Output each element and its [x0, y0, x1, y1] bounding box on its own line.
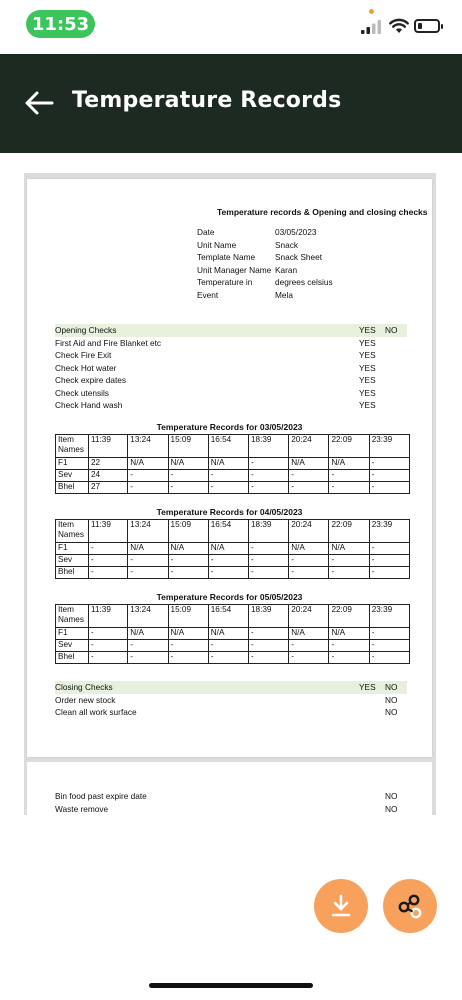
table-cell: - [208, 555, 248, 567]
check-value: YES [359, 387, 376, 398]
table-cell: - [289, 555, 329, 567]
table-cell: - [248, 652, 288, 664]
wifi-icon [389, 18, 409, 34]
check-yes: YES [359, 682, 376, 693]
table-row [56, 458, 410, 470]
table-cell: - [369, 555, 409, 567]
check-label: Closing Checks [55, 682, 113, 693]
table-cell: N/A [329, 628, 369, 640]
table-cell: N/A [329, 458, 369, 470]
table-cell: - [89, 555, 128, 567]
table-cell: - [208, 652, 248, 664]
table-row [56, 652, 410, 664]
table-cell: - [128, 555, 168, 567]
check-label: Order new stock [55, 694, 116, 705]
table-cell: 27 [89, 482, 128, 494]
meta-value: 03/05/2023 [275, 227, 317, 237]
table-header-row [56, 520, 410, 543]
share-button[interactable] [383, 879, 437, 933]
check-label: Clean all work surface [55, 707, 137, 718]
check-label: Check expire dates [55, 375, 127, 386]
table-cell: - [248, 555, 288, 567]
table-cell: - [168, 482, 208, 494]
meta-value: Snack [275, 239, 299, 250]
table-row [56, 482, 410, 494]
table-cell: N/A [289, 458, 329, 470]
home-indicator [149, 983, 313, 988]
table-header-cell: 16:54 [208, 435, 248, 458]
meta-row [197, 240, 397, 253]
table-cell: N/A [289, 543, 329, 555]
document-viewer[interactable] [0, 153, 462, 1000]
table-cell: N/A [128, 543, 168, 555]
table-cell: - [208, 567, 248, 579]
check-value: NO [385, 791, 398, 802]
table-header-cell: 11:39 [89, 605, 128, 628]
table-cell: - [248, 458, 288, 470]
check-label: Opening Checks [55, 325, 117, 336]
table-row [56, 628, 410, 640]
table-header-cell: Item Names [56, 435, 89, 458]
table-cell: - [128, 470, 168, 482]
temp-table [55, 604, 410, 664]
table-cell: - [208, 482, 248, 494]
temp-table-title: Temperature Records for 04/05/2023 [156, 507, 303, 517]
table-header-cell: 15:09 [168, 605, 208, 628]
table-cell: - [89, 567, 128, 579]
table-cell: 22 [89, 458, 128, 470]
table-header-cell: 23:39 [369, 435, 409, 458]
table-row [56, 555, 410, 567]
battery-icon [414, 19, 440, 33]
table-cell: Bhel [56, 652, 89, 664]
table-cell: - [89, 640, 128, 652]
check-row [55, 349, 407, 362]
table-header-cell: 15:09 [168, 520, 208, 543]
table-header-row [56, 605, 410, 628]
check-label: Check Fire Exit [55, 350, 112, 361]
table-cell: F1 [56, 628, 89, 640]
table-row [56, 640, 410, 652]
table-cell: - [289, 567, 329, 579]
table-header-cell: 20:24 [289, 435, 329, 458]
check-row [55, 387, 407, 400]
opening-checks-header [55, 324, 407, 337]
check-row [55, 399, 407, 412]
check-row [55, 706, 407, 719]
meta-value: degrees celsius [275, 277, 333, 287]
meta-label: Template Name [197, 252, 256, 262]
table-cell: N/A [208, 543, 248, 555]
check-label: Bin food past expire date [55, 791, 147, 802]
check-row [55, 374, 407, 387]
table-cell: N/A [208, 458, 248, 470]
check-value: YES [359, 362, 376, 373]
table-cell: - [248, 543, 288, 555]
check-label: Waste remove [55, 803, 109, 814]
table-row [56, 470, 410, 482]
meta-row [197, 277, 397, 290]
check-no: NO [385, 682, 398, 693]
table-header-cell: 11:39 [89, 520, 128, 543]
check-value: YES [359, 337, 376, 348]
temp-table-title: Temperature Records for 05/05/2023 [156, 592, 303, 602]
table-cell: N/A [289, 628, 329, 640]
table-cell: - [248, 640, 288, 652]
table-cell: - [208, 470, 248, 482]
table-cell: - [168, 640, 208, 652]
table-header-cell: 20:24 [289, 520, 329, 543]
check-value: YES [359, 350, 376, 361]
pdf-viewer-page-2[interactable] [24, 758, 436, 815]
meta-row [197, 290, 397, 303]
meta-value: Snack Sheet [275, 252, 323, 262]
table-cell: - [329, 470, 369, 482]
opening-checks [55, 324, 407, 412]
table-cell: - [369, 567, 409, 579]
temp-table [55, 434, 410, 494]
meta-row [197, 227, 397, 240]
page2-checks [55, 790, 407, 815]
share-icon [396, 892, 424, 920]
check-value: NO [385, 803, 398, 814]
table-cell: - [168, 567, 208, 579]
table-cell: - [369, 470, 409, 482]
table-cell: - [369, 482, 409, 494]
check-value: NO [385, 707, 398, 718]
table-cell: - [168, 470, 208, 482]
meta-label: Temperature in [197, 277, 253, 287]
meta-label: Unit Manager Name [197, 264, 272, 275]
check-label: First Aid and Fire Blanket etc [55, 337, 162, 348]
meta-row [197, 265, 397, 278]
table-header-row [56, 435, 410, 458]
pdf-page-1 [27, 179, 432, 757]
table-cell: Bhel [56, 567, 89, 579]
table-cell: - [329, 640, 369, 652]
table-cell: Sev [56, 555, 89, 567]
table-header-cell: 16:54 [208, 520, 248, 543]
table-cell: 24 [89, 470, 128, 482]
table-cell: - [289, 640, 329, 652]
table-header-cell: 18:39 [248, 605, 288, 628]
report-meta [197, 227, 397, 302]
table-header-cell: 15:09 [168, 435, 208, 458]
table-header-cell: 23:39 [369, 520, 409, 543]
table-cell: - [168, 555, 208, 567]
pdf-page-2 [27, 762, 432, 822]
table-row [56, 567, 410, 579]
table-header-cell: 22:09 [329, 435, 369, 458]
check-label: Check utensils [55, 387, 109, 398]
table-header-cell: 13:24 [128, 605, 168, 628]
table-header-cell: 20:24 [289, 605, 329, 628]
check-value: YES [359, 375, 376, 386]
meta-label: Event [197, 289, 219, 300]
table-header-cell: 18:39 [248, 435, 288, 458]
table-cell: F1 [56, 458, 89, 470]
table-row [56, 543, 410, 555]
meta-value: Mela [275, 289, 293, 300]
status-time: 11:53 [26, 10, 95, 38]
table-cell: - [369, 543, 409, 555]
page-title: Temperature Records [72, 88, 342, 113]
download-button[interactable] [314, 879, 368, 933]
table-cell: - [128, 482, 168, 494]
temp-table-title: Temperature Records for 03/05/2023 [156, 422, 303, 432]
table-cell: N/A [168, 628, 208, 640]
table-cell: - [128, 567, 168, 579]
table-cell: Sev [56, 640, 89, 652]
temp-table [55, 519, 410, 579]
table-cell: N/A [128, 628, 168, 640]
table-header-cell: 13:24 [128, 520, 168, 543]
table-cell: - [329, 555, 369, 567]
check-no: NO [385, 325, 398, 336]
meta-value: Karan [275, 264, 298, 275]
table-header-cell: 23:39 [369, 605, 409, 628]
table-cell: Sev [56, 470, 89, 482]
closing-checks [55, 681, 407, 719]
check-row [55, 337, 407, 350]
table-cell: N/A [208, 628, 248, 640]
table-cell: - [329, 482, 369, 494]
check-value: YES [359, 400, 376, 411]
table-cell: - [248, 628, 288, 640]
table-cell: - [89, 628, 128, 640]
table-cell: - [369, 458, 409, 470]
table-cell: - [248, 567, 288, 579]
table-cell: - [248, 470, 288, 482]
app-bar [0, 54, 462, 153]
table-cell: F1 [56, 543, 89, 555]
check-label: Check Hand wash [55, 400, 123, 411]
table-cell: - [369, 652, 409, 664]
check-label: Check Hot water [55, 362, 117, 373]
arrow-left-icon[interactable] [24, 90, 54, 116]
table-header-cell: Item Names [56, 520, 89, 543]
table-cell: N/A [168, 543, 208, 555]
table-cell: N/A [128, 458, 168, 470]
table-cell: N/A [329, 543, 369, 555]
table-cell: - [369, 628, 409, 640]
table-header-cell: 18:39 [248, 520, 288, 543]
check-row [55, 790, 407, 803]
meta-label: Unit Name [197, 239, 237, 250]
table-cell: - [329, 652, 369, 664]
cellular-signal-icon [361, 20, 383, 34]
table-header-cell: 11:39 [89, 435, 128, 458]
check-yes: YES [359, 325, 376, 336]
table-cell: - [289, 652, 329, 664]
table-cell: - [208, 640, 248, 652]
report-title: Temperature records & Opening and closing checks [217, 207, 428, 217]
closing-checks-header [55, 681, 407, 694]
table-cell: - [128, 640, 168, 652]
download-icon [328, 893, 354, 919]
table-header-cell: Item Names [56, 605, 89, 628]
table-cell: - [248, 482, 288, 494]
table-header-cell: 16:54 [208, 605, 248, 628]
table-cell: - [329, 567, 369, 579]
table-header-cell: 13:24 [128, 435, 168, 458]
table-cell: - [89, 652, 128, 664]
meta-label: Date [197, 227, 215, 237]
table-cell: - [168, 652, 208, 664]
table-cell: - [89, 543, 128, 555]
status-bar [0, 0, 462, 52]
table-cell: N/A [168, 458, 208, 470]
table-cell: - [369, 640, 409, 652]
check-row [55, 803, 407, 816]
table-cell: Bhel [56, 482, 89, 494]
table-header-cell: 22:09 [329, 520, 369, 543]
table-cell: - [289, 482, 329, 494]
pdf-viewer[interactable] [24, 173, 436, 815]
table-cell: - [128, 652, 168, 664]
check-row [55, 694, 407, 707]
table-cell: - [289, 470, 329, 482]
check-value: NO [385, 694, 398, 705]
meta-row [197, 252, 397, 265]
table-header-cell: 22:09 [329, 605, 369, 628]
privacy-indicator-dot [369, 9, 374, 14]
check-row [55, 362, 407, 375]
